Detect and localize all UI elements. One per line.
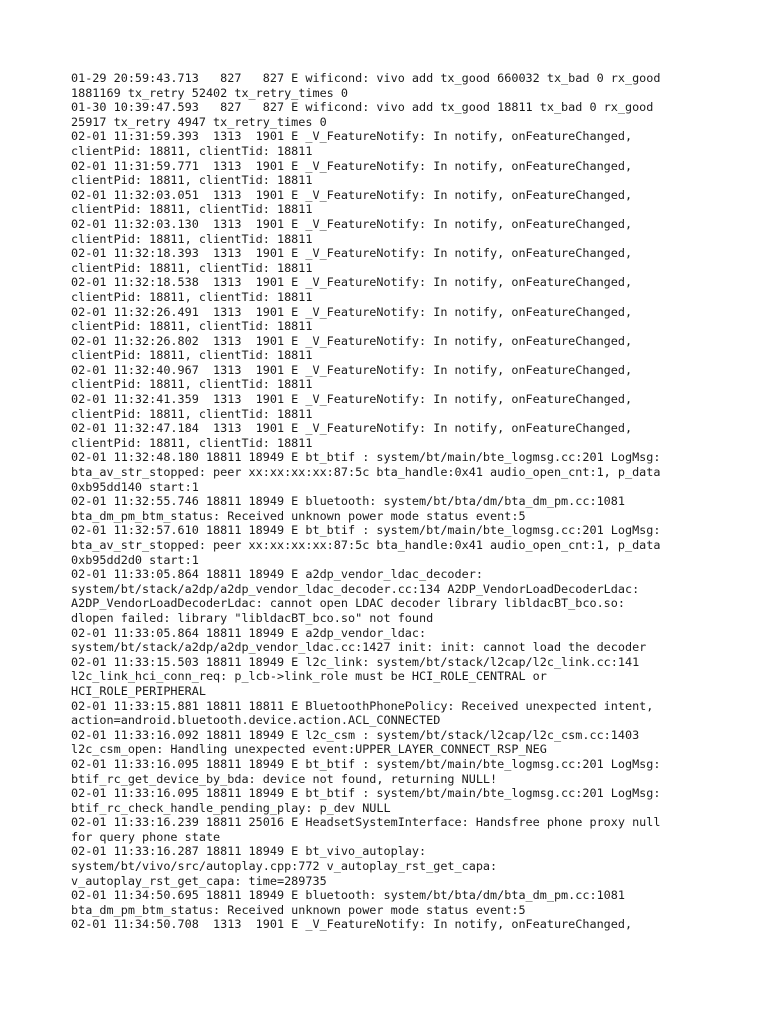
log-line: 02-01 11:33:05.864 18811 18949 E a2dp_vendor_ldac: [71,625,427,640]
log-line: 01-29 20:59:43.713 827 827 E wificond: vivo add tx_good 660032 tx_bad 0 rx_good [71,71,661,85]
log-line: 01-30 10:39:47.593 827 827 E wificond: vivo add tx_good 18811 tx_bad 0 rx_good [71,100,654,115]
log-line: v_autoplay_rst_get_capa: time=289735 [71,873,327,888]
log-line: 02-01 11:33:15.503 18811 18949 E l2c_link: system/bt/stack/l2cap/l2c_link.cc:141 [71,654,640,669]
log-line: HCI_ROLE_PERIPHERAL [71,683,206,698]
log-line: btif_rc_check_handle_pending_play: p_dev NULL [71,800,391,815]
log-line: 02-01 11:32:26.802 1313 1901 E _V_FeatureNotify: In notify, onFeatureChanged, [71,333,633,348]
log-line: bta_av_str_stopped: peer xx:xx:xx:xx:87:5c bta_handle:0x41 audio_open_cnt:1, p_data [71,465,661,480]
log-line: clientPid: 18811, clientTid: 18811 [71,406,313,421]
log-line: clientPid: 18811, clientTid: 18811 [71,143,313,158]
log-line: 0xb95dd140 start:1 [71,479,199,494]
log-line: 02-01 11:34:50.695 18811 18949 E bluetooth: system/bt/bta/dm/bta_dm_pm.cc:1081 [71,888,625,903]
log-line: 02-01 11:33:16.287 18811 18949 E bt_vivo_autoplay: [71,844,427,859]
log-line: 02-01 11:33:16.095 18811 18949 E bt_btif : system/bt/main/bte_logmsg.cc:201 LogMsg: [71,786,661,801]
log-line: action=android.bluetooth.device.action.ACL_CONNECTED [71,713,441,728]
log-line: bta_av_str_stopped: peer xx:xx:xx:xx:87:5c bta_handle:0x41 audio_open_cnt:1, p_data [71,538,661,552]
log-line: clientPid: 18811, clientTid: 18811 [71,348,313,363]
log-line: bta_dm_pm_btm_status: Received unknown power mode status event:5 [71,508,526,523]
log-line: 02-01 11:32:03.130 1313 1901 E _V_FeatureNotify: In notify, onFeatureChanged, [71,216,633,231]
log-line: A2DP_VendorLoadDecoderLdac: cannot open LDAC decoder library libldacBT_bco.so: [71,596,625,611]
log-line: l2c_link_hci_conn_req: p_lcb->link_role must be HCI_ROLE_CENTRAL or [71,669,547,684]
log-line: 02-01 11:32:57.610 18811 18949 E bt_btif : system/bt/main/bte_logmsg.cc:201 LogMsg: [71,523,661,538]
log-document [71,71,711,932]
log-line: 0xb95dd2d0 start:1 [71,552,199,567]
log-line: clientPid: 18811, clientTid: 18811 [71,173,313,188]
log-line: 02-01 11:31:59.393 1313 1901 E _V_FeatureNotify: In notify, onFeatureChanged, [71,129,633,144]
log-line: 02-01 11:33:05.864 18811 18949 E a2dp_vendor_ldac_decoder: [71,567,483,582]
log-line: 02-01 11:34:50.708 1313 1901 E _V_FeatureNotify: In notify, onFeatureChanged, [71,917,633,932]
log-line: 02-01 11:33:16.095 18811 18949 E bt_btif : system/bt/main/bte_logmsg.cc:201 LogMsg: [71,756,661,771]
log-line: l2c_csm_open: Handling unexpected event:UPPER_LAYER_CONNECT_RSP_NEG [71,742,547,757]
log-line: 02-01 11:33:16.092 18811 18949 E l2c_csm : system/bt/stack/l2cap/l2c_csm.cc:1403 [71,727,640,742]
log-line: 02-01 11:31:59.771 1313 1901 E _V_FeatureNotify: In notify, onFeatureChanged, [71,158,633,173]
log-line: 02-01 11:33:15.881 18811 18811 E BluetoothPhonePolicy: Received unexpected intent, [71,698,654,713]
log-line: clientPid: 18811, clientTid: 18811 [71,202,313,217]
log-line: 02-01 11:32:18.538 1313 1901 E _V_FeatureNotify: In notify, onFeatureChanged, [71,275,633,290]
log-line: clientPid: 18811, clientTid: 18811 [71,289,313,304]
log-line: clientPid: 18811, clientTid: 18811 [71,260,313,275]
log-line: 02-01 11:32:03.051 1313 1901 E _V_FeatureNotify: In notify, onFeatureChanged, [71,187,633,202]
log-line: system/bt/vivo/src/autoplay.cpp:772 v_autoplay_rst_get_capa: [71,859,498,874]
log-line: 02-01 11:32:18.393 1313 1901 E _V_FeatureNotify: In notify, onFeatureChanged, [71,246,633,261]
log-line: bta_dm_pm_btm_status: Received unknown power mode status event:5 [71,902,526,917]
log-line: 02-01 11:32:47.184 1313 1901 E _V_FeatureNotify: In notify, onFeatureChanged, [71,421,633,436]
log-line: for query phone state [71,829,221,844]
log-line: 02-01 11:32:55.746 18811 18949 E bluetooth: system/bt/bta/dm/bta_dm_pm.cc:1081 [71,494,625,509]
log-line: clientPid: 18811, clientTid: 18811 [71,231,313,246]
log-line: clientPid: 18811, clientTid: 18811 [71,319,313,334]
log-line: 02-01 11:33:16.239 18811 25016 E HeadsetSystemInterface: Handsfree phone proxy null [71,815,661,830]
log-line: 02-01 11:32:48.180 18811 18949 E bt_btif : system/bt/main/bte_logmsg.cc:201 LogMsg: [71,450,661,465]
log-line: clientPid: 18811, clientTid: 18811 [71,435,313,450]
log-line: 02-01 11:32:40.967 1313 1901 E _V_FeatureNotify: In notify, onFeatureChanged, [71,362,633,377]
log-line: 02-01 11:32:41.359 1313 1901 E _V_FeatureNotify: In notify, onFeatureChanged, [71,392,633,407]
log-line: btif_rc_get_device_by_bda: device not found, returning NULL! [71,771,498,786]
log-line: 25917 tx_retry 4947 tx_retry_times 0 [71,114,327,129]
log-line: clientPid: 18811, clientTid: 18811 [71,377,313,392]
log-line: system/bt/stack/a2dp/a2dp_vendor_ldac.cc:1427 init: init: cannot load the decoder [71,640,647,655]
log-line: dlopen failed: library "libldacBT_bco.so" not found [71,610,434,625]
log-line: 02-01 11:32:26.491 1313 1901 E _V_FeatureNotify: In notify, onFeatureChanged, [71,304,633,319]
log-line: system/bt/stack/a2dp/a2dp_vendor_ldac_decoder.cc:134 A2DP_VendorLoadDecoderLdac: [71,581,640,596]
log-line: 1881169 tx_retry 52402 tx_retry_times 0 [71,85,348,100]
